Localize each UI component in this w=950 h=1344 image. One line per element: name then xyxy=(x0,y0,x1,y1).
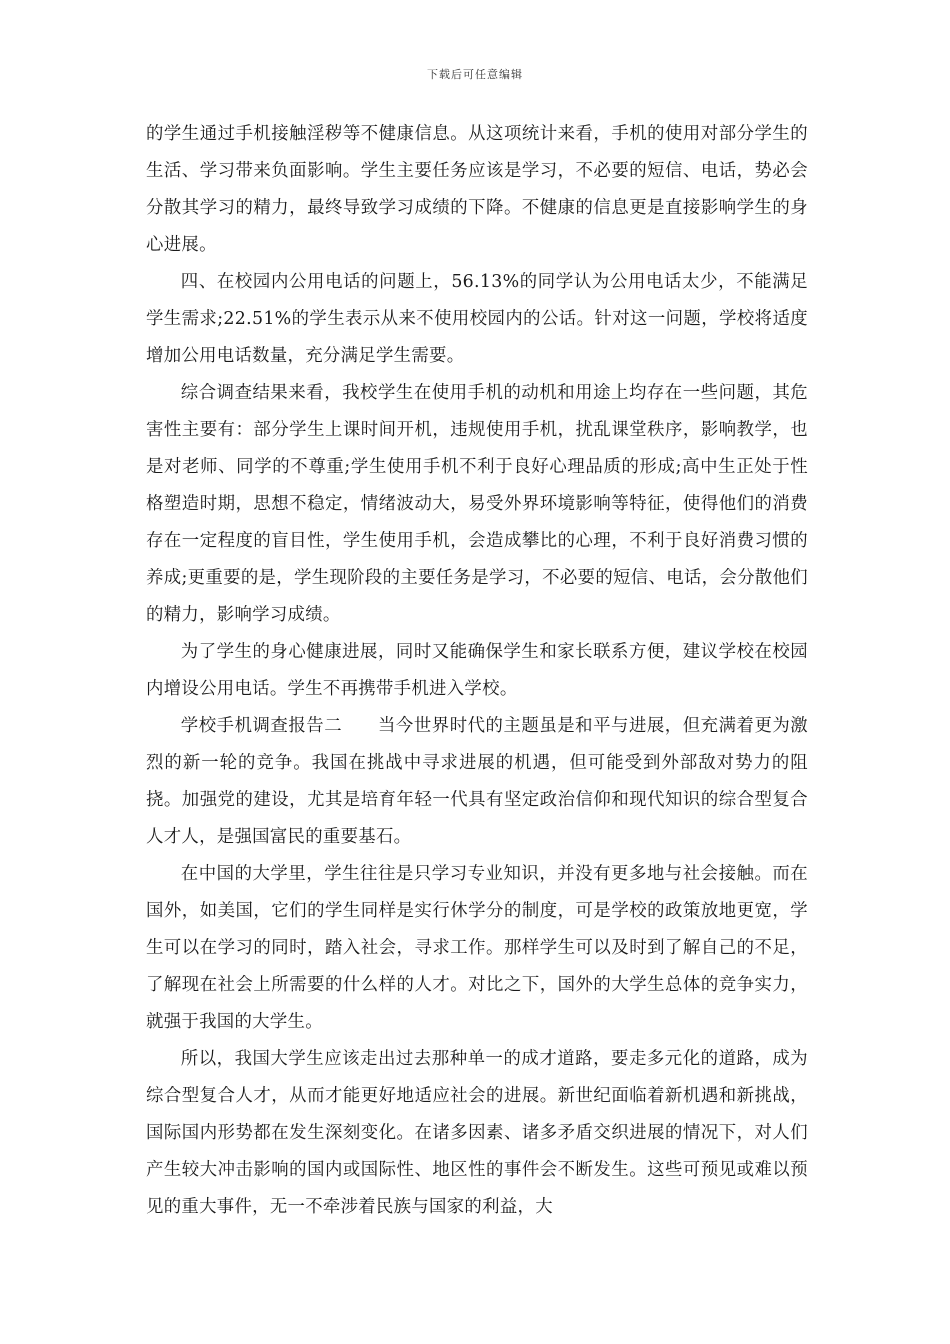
page-header: 下载后可任意编辑 xyxy=(427,68,523,81)
paragraph-7: 所以，我国大学生应该走出过去那种单一的成才道路，要走多元化的道路，成为综合型复合人才，从而才能更好地适应社会的进展。新世纪面临着新机遇和新挑战，国际国内形势都在发生深刻变化。在诸多因素、诸多矛盾交织进展的情况下，对人们产生较大冲击影响的国内或国际性、地区性的事件会不断发生。这些可预见或难以预见的重大事件，无一不牵涉着民族与国家的利益，大 xyxy=(146,1049,808,1217)
document-body xyxy=(146,116,808,1226)
paragraph-2: 四、在校园内公用电话的问题上，56.13%的同学认为公用电话太少，不能满足学生需求;22.51%的学生表示从来不使用校园内的公话。针对这一问题，学校将适度增加公用电话数量，充分满足学生需要。 xyxy=(146,272,808,366)
paragraph-5: 学校手机调查报告二 当今世界时代的主题虽是和平与进展，但充满着更为激烈的新一轮的竞争。我国在挑战中寻求进展的机遇，但可能受到外部敌对势力的阻挠。加强党的建设，尤其是培育年轻一代具有坚定政治信仰和现代知识的综合型复合人才人，是强国富民的重要基石。 xyxy=(146,716,808,847)
paragraph-1: 的学生通过手机接触淫秽等不健康信息。从这项统计来看，手机的使用对部分学生的生活、学习带来负面影响。学生主要任务应该是学习，不必要的短信、电话，势必会分散其学习的精力，最终导致学习成绩的下降。不健康的信息更是直接影响学生的身心进展。 xyxy=(146,124,808,255)
paragraph-6: 在中国的大学里，学生往往是只学习专业知识，并没有更多地与社会接触。而在国外，如美国，它们的学生同样是实行休学分的制度，可是学校的政策放地更宽，学生可以在学习的同时，踏入社会，寻求工作。那样学生可以及时到了解自己的不足，了解现在社会上所需要的什么样的人才。对比之下，国外的大学生总体的竞争实力，就强于我国的大学生。 xyxy=(146,864,808,1032)
paragraph-4: 为了学生的身心健康进展，同时又能确保学生和家长联系方便，建议学校在校园内增设公用电话。学生不再携带手机进入学校。 xyxy=(146,642,808,699)
paragraph-3: 综合调查结果来看，我校学生在使用手机的动机和用途上均存在一些问题，其危害性主要有：部分学生上课时间开机，违规使用手机，扰乱课堂秩序，影响教学，也是对老师、同学的不尊重;学生使用手机不利于良好心理品质的形成;高中生正处于性格塑造时期，思想不稳定，情绪波动大，易受外界环境影响等特征，使得他们的消费存在一定程度的盲目性，学生使用手机，会造成攀比的心理，不利于良好消费习惯的养成;更重要的是，学生现阶段的主要任务是学习，不必要的短信、电话，会分散他们的精力，影响学习成绩。 xyxy=(146,383,808,625)
